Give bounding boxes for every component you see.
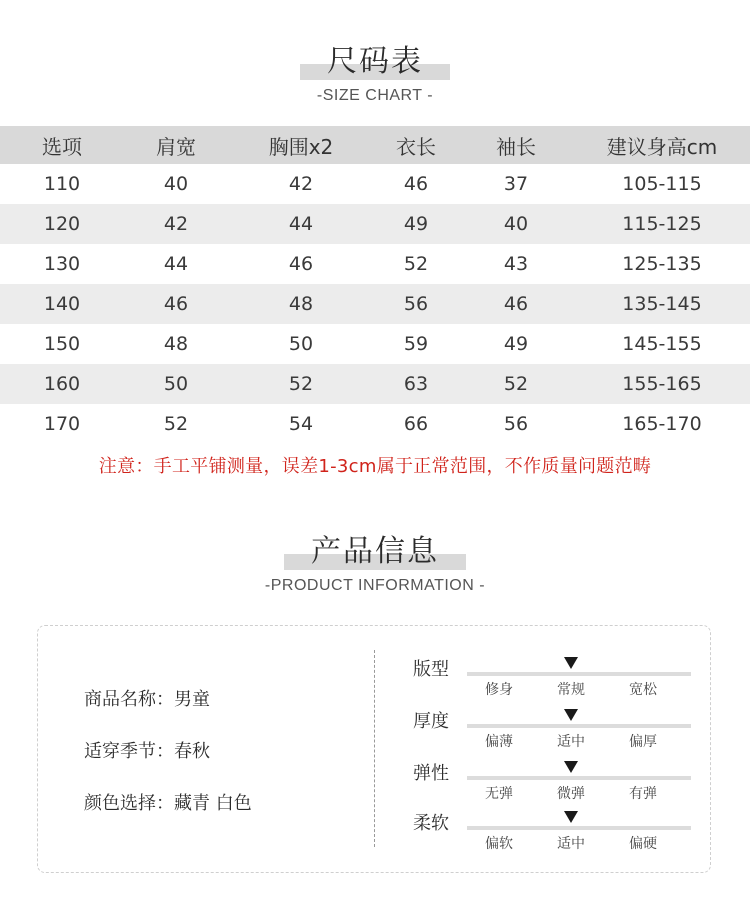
size-table-row xyxy=(0,284,750,324)
info-label: 颜色选择： xyxy=(84,793,174,814)
cell-height: 135-145 xyxy=(574,284,750,324)
cell-shoulder: 42 xyxy=(124,204,228,244)
attribute-option: 偏硬 xyxy=(629,836,657,852)
attribute-track xyxy=(467,776,691,780)
cell-option: 150 xyxy=(43,333,81,355)
cell-sleeve: 37 xyxy=(503,173,529,195)
attribute-option: 有弹 xyxy=(629,786,657,802)
size-table-row xyxy=(0,204,750,244)
info-value: 春秋 xyxy=(174,741,210,762)
selected-marker-icon xyxy=(564,811,578,823)
info-divider xyxy=(374,650,375,847)
attribute-option: 偏厚 xyxy=(629,734,657,750)
header-cell-shoulder: 肩宽 xyxy=(124,126,228,164)
attribute-option: 偏软 xyxy=(485,836,513,852)
cell-chest: 44 xyxy=(228,204,374,244)
cell-option: 120 xyxy=(0,204,124,244)
cell-sleeve: 52 xyxy=(458,364,574,404)
measurement-note: 注意：手工平铺测量，误差1-3cm属于正常范围，不作质量问题范畴 xyxy=(98,456,652,477)
cell-chest: 48 xyxy=(228,284,374,324)
attribute-option: 适中 xyxy=(557,734,585,750)
cell-shoulder: 52 xyxy=(163,413,189,435)
selected-marker-icon xyxy=(564,657,578,669)
info-line-name xyxy=(84,685,210,711)
cell-chest: 52 xyxy=(228,364,374,404)
cell-chest: 42 xyxy=(288,173,314,195)
cell-height: 105-115 xyxy=(622,173,702,195)
cell-shoulder: 40 xyxy=(163,173,189,195)
cell-shoulder: 48 xyxy=(163,333,189,355)
attribute-option: 修身 xyxy=(485,682,513,698)
cell-height: 125-135 xyxy=(622,253,702,275)
attribute-name: 弹性 xyxy=(413,763,449,784)
header-cell-height: 建议身高cm xyxy=(574,126,750,164)
cell-option: 160 xyxy=(0,364,124,404)
header-cell-sleeve: 袖长 xyxy=(458,126,574,164)
size-chart-title: 尺码表 xyxy=(327,44,423,79)
size-chart-title-block xyxy=(0,42,750,82)
info-line-season xyxy=(84,737,210,763)
cell-chest: 50 xyxy=(288,333,314,355)
cell-height: 145-155 xyxy=(622,333,702,355)
cell-length: 46 xyxy=(403,173,429,195)
cell-option: 130 xyxy=(43,253,81,275)
info-label: 商品名称： xyxy=(84,689,174,710)
attribute-row xyxy=(413,707,683,757)
cell-sleeve: 49 xyxy=(503,333,529,355)
info-label: 适穿季节： xyxy=(84,741,174,762)
cell-sleeve: 56 xyxy=(503,413,529,435)
cell-sleeve: 46 xyxy=(458,284,574,324)
cell-shoulder: 50 xyxy=(124,364,228,404)
attribute-track xyxy=(467,672,691,676)
attribute-name: 版型 xyxy=(413,659,449,680)
cell-length: 56 xyxy=(374,284,458,324)
attribute-row xyxy=(413,809,683,859)
cell-height: 155-165 xyxy=(574,364,750,404)
cell-length: 63 xyxy=(374,364,458,404)
selected-marker-icon xyxy=(564,709,578,721)
attribute-option: 无弹 xyxy=(485,786,513,802)
header-cell-option: 选项 xyxy=(0,126,124,164)
info-line-color xyxy=(84,789,252,815)
size-chart-subtitle: -SIZE CHART - xyxy=(316,87,434,104)
product-info-title: 产品信息 xyxy=(311,534,439,569)
size-table-row xyxy=(0,404,750,444)
info-value: 男童 xyxy=(174,689,210,710)
cell-length: 59 xyxy=(403,333,429,355)
cell-option: 140 xyxy=(0,284,124,324)
header-cell-length: 衣长 xyxy=(374,126,458,164)
cell-length: 49 xyxy=(374,204,458,244)
cell-chest: 54 xyxy=(288,413,314,435)
size-table-row xyxy=(0,324,750,364)
cell-option: 110 xyxy=(43,173,81,195)
attribute-option: 偏薄 xyxy=(485,734,513,750)
cell-chest: 46 xyxy=(288,253,314,275)
size-table-header-row xyxy=(0,126,750,164)
cell-shoulder: 46 xyxy=(124,284,228,324)
header-cell-chest: 胸围x2 xyxy=(228,126,374,164)
product-info-title-block xyxy=(0,532,750,572)
size-table xyxy=(0,126,750,444)
size-table-row xyxy=(0,244,750,284)
cell-height: 165-170 xyxy=(622,413,702,435)
cell-sleeve: 40 xyxy=(458,204,574,244)
attribute-option: 微弹 xyxy=(557,786,585,802)
attribute-option: 常规 xyxy=(557,682,585,698)
product-info-subtitle: -PRODUCT INFORMATION - xyxy=(264,577,486,594)
selected-marker-icon xyxy=(564,761,578,773)
cell-option: 170 xyxy=(43,413,81,435)
attribute-track xyxy=(467,724,691,728)
cell-length: 66 xyxy=(403,413,429,435)
size-table-row xyxy=(0,364,750,404)
cell-shoulder: 44 xyxy=(163,253,189,275)
attribute-row xyxy=(413,759,683,809)
size-table-row xyxy=(0,164,750,204)
cell-sleeve: 43 xyxy=(503,253,529,275)
cell-length: 52 xyxy=(403,253,429,275)
attribute-row xyxy=(413,655,683,705)
cell-height: 115-125 xyxy=(574,204,750,244)
info-value: 藏青 白色 xyxy=(174,793,252,814)
attribute-name: 厚度 xyxy=(413,711,449,732)
attribute-track xyxy=(467,826,691,830)
attribute-option: 适中 xyxy=(557,836,585,852)
attribute-name: 柔软 xyxy=(413,813,449,834)
attribute-option: 宽松 xyxy=(629,682,657,698)
